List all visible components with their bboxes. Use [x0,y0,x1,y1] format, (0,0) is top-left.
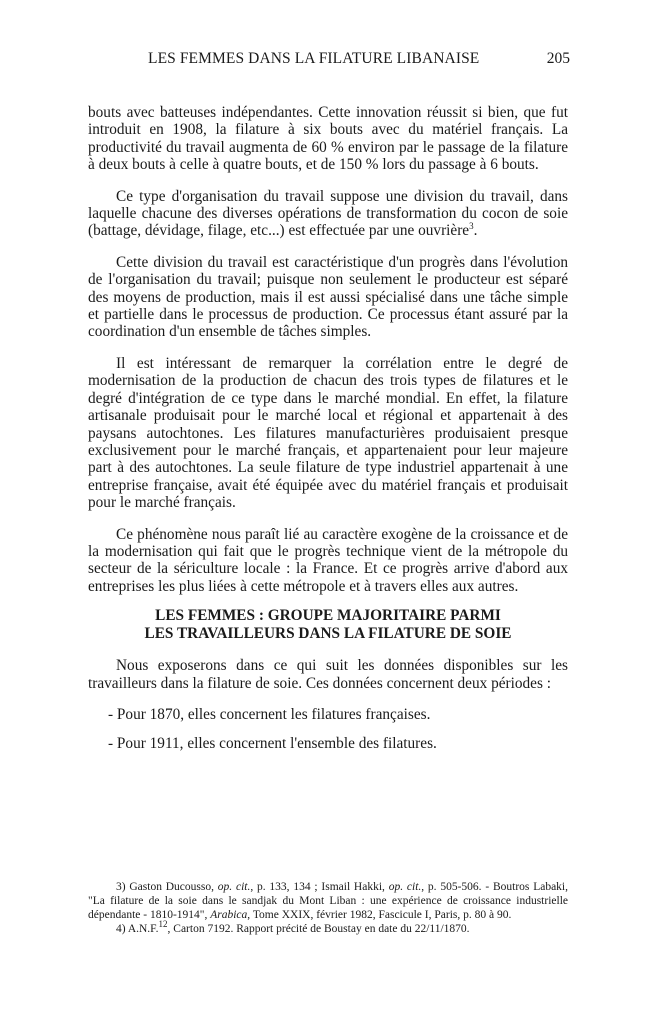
bullet-1870: - Pour 1870, elles concernent les filatures françaises. [108,705,431,723]
footnote-3 [88,880,568,922]
body-text [88,104,568,765]
footnote-ref-3: 3 [469,221,474,232]
bullet-1911: - Pour 1911, elles concernent l'ensemble des filatures. [108,735,437,753]
footnote-3-text-2: , p. 133, 134 ; Ismail Hakki, [250,881,389,893]
footnote-4-text-2: , Carton 7192. Rapport précité de Boustay en date du 22/11/1870. [167,923,470,935]
footnote-4-text-1: 4) A.N.F. [116,923,159,935]
paragraph-2-end: . [473,222,478,240]
page-number: 205 [546,50,570,67]
paragraph-3: Cette division du travail est caractéristique d'un progrès dans l'évolution de l'organisation du travail; puisque non seulement le producteur est séparé des moyens de production, mais il est aussi spécialisé dans une tâche simple et partielle dans le processus de production. Ce processus étant assuré par la coordination d'un ensemble de tâches simples. [88,253,568,341]
section-title [88,607,568,643]
footnote-3-opcit-2: op. cit. [388,881,422,893]
footnote-3-text-1: 3) Gaston Ducousso, [116,881,218,893]
section-title-line-1: LES FEMMES : GROUPE MAJORITAIRE PARMI [155,607,501,625]
footnotes [88,880,568,936]
paragraph-2 [88,188,568,240]
footnote-3-journal: Arabica [210,909,248,921]
page-header [88,50,570,70]
footnote-3-text-4: , Tome XXIX, février 1982, Fascicule I, Paris, p. 80 à 90. [247,909,512,921]
paragraph-6: Nous exposerons dans ce qui suit les données disponibles sur les travailleurs dans la filature de soie. Ces données concernent deux périodes : [88,657,568,692]
paragraph-2-text: Ce type d'organisation du travail suppose une division du travail, dans laquelle chacune des diverses opérations de transformation du cocon de soie (battage, dévidage, filage, etc...) est effectuée par une ouvrière [88,187,568,240]
footnote-3-opcit-1: op. cit. [217,881,251,893]
paragraph-4: Il est intéressant de remarquer la corrélation entre le degré de modernisation de la production de chacun des trois types de filatures et le degré d'intégration de ce type dans le marché mondial. En effet, la filature artisanale produisait pour le marché local et régional et appartenait à des paysans autochtones. Les filatures manufacturières produisaient presque exclusivement pour le marché français, et appartenaient pour leur majeure part à des autochtones. La seule filature de type industriel appartenait à une entreprise française, avait été équipée avec du matériel français et produisait pour le marché français. [88,354,568,512]
footnote-4 [88,919,568,936]
footnote-3-text-3: , p. 505-506. - Boutros Labaki, "La filature de la soie dans le sandjak du Mont Liban : une expérience de croissance industrielle dépendante - 1810-1914", [88,881,569,921]
footnote-4-superscript: 12 [158,919,168,930]
paragraph-5: Ce phénomène nous paraît lié au caractère exogène de la croissance et de la modernisation qui fait que le progrès technique vient de la métropole du secteur de la sériculture locale : la France. Et ce progrès arrive d'abord aux entreprises les plus liées à cette métropole et à travers elles aux autres. [88,525,568,595]
section-title-line-2: LES TRAVAILLEURS DANS LA FILATURE DE SOIE [144,625,512,643]
paragraph-1: bouts avec batteuses indépendantes. Cette innovation réussit si bien, que fut introduit en 1908, la filature à six bouts avec du matériel français. La productivité du travail augmenta de 60 % environ par le passage de la filature à deux bouts à celle à quatre bouts, et de 150 % lors du passage à 6 bouts. [88,104,568,174]
running-title: LES FEMMES DANS LA FILATURE LIBANAISE [148,50,480,67]
